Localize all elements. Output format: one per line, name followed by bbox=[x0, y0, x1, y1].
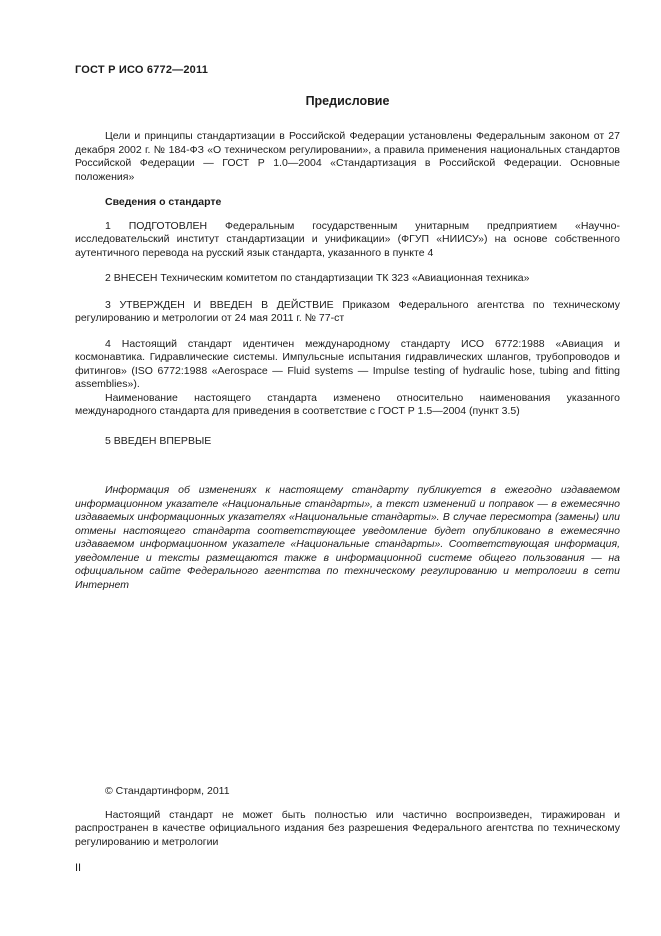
copyright-line: © Стандартинформ, 2011 bbox=[105, 785, 230, 797]
page-number: II bbox=[75, 862, 82, 874]
standard-item-2: 2 ВНЕСЕН Техническим комитетом по стандартизации ТК 323 «Авиационная техника» bbox=[105, 272, 530, 284]
document-code: ГОСТ Р ИСО 6772—2011 bbox=[75, 64, 209, 76]
standard-item-3: 3 УТВЕРЖДЕН И ВВЕДЕН В ДЕЙСТВИЕ Приказом Федерального агентства по техническому регулированию и метрологии от 24 мая 2011 г. № 77-ст bbox=[75, 298, 620, 324]
standard-item-5: 5 ВВЕДЕН ВПЕРВЫЕ bbox=[105, 434, 212, 447]
page-title: Предисловие bbox=[305, 94, 390, 108]
changes-info-paragraph: Информация об изменениях к настоящему стандарту публикуется в ежегодно издаваемом информационном указателе «Национальные стандарты», а текст изменений и поправок — в ежемесячно издаваемых информационных указателях «Национальные стандарты». В случае пересмотра (замены) или отмены настоящего стандарта соответствующее уведомление будет опубликовано в ежемесячно издаваемом информационном указателе «Национальные стандарты». Соответствующая информация, уведомление и тексты размещаются также в информационной системе общего пользования — на официальном сайте Федерального агентства по техническому регулированию и метрологии в сети Интернет bbox=[75, 484, 620, 591]
standard-item-4: 4 Настоящий стандарт идентичен международному стандарту ИСО 6772:1988 «Авиация и космонавтика. Гидравлические системы. Импульсные испытания гидравлических шлангов, трубопроводов и фитингов» (ISO 6772:1988 «Aerospace — Fluid systems — Impulse testing of hydraulic hose, tubing and fitting assemblies»). bbox=[75, 337, 620, 390]
reproduction-notice: Настоящий стандарт не может быть полностью или частично воспроизведен, тиражирован и распространен в качестве официального издания без разрешения Федерального агентства по техническому регулированию и метрологии bbox=[75, 808, 620, 848]
intro-paragraph: Цели и принципы стандартизации в Российской Федерации установлены Федеральным законом от 27 декабря 2002 г. № 184-ФЗ «О техническом регулировании», а правила применения национальных стандартов Российской Федерации — ГОСТ Р 1.0—2004 «Стандартизация в Российской Федерации. Основные положения» bbox=[75, 130, 620, 183]
standard-item-1: 1 ПОДГОТОВЛЕН Федеральным государственным унитарным предприятием «Научно-исследовательский институт стандартизации и унификации» (ФГУП «НИИСУ») на основе собственного аутентичного перевода на русский язык стандарта, указанного в пункте 4 bbox=[75, 219, 620, 259]
section-heading: Сведения о стандарте bbox=[105, 196, 222, 208]
standard-item-4-note: Наименование настоящего стандарта изменено относительно наименования указанного международного стандарта для приведения в соответствие с ГОСТ Р 1.5—2004 (пункт 3.5) bbox=[75, 391, 620, 417]
